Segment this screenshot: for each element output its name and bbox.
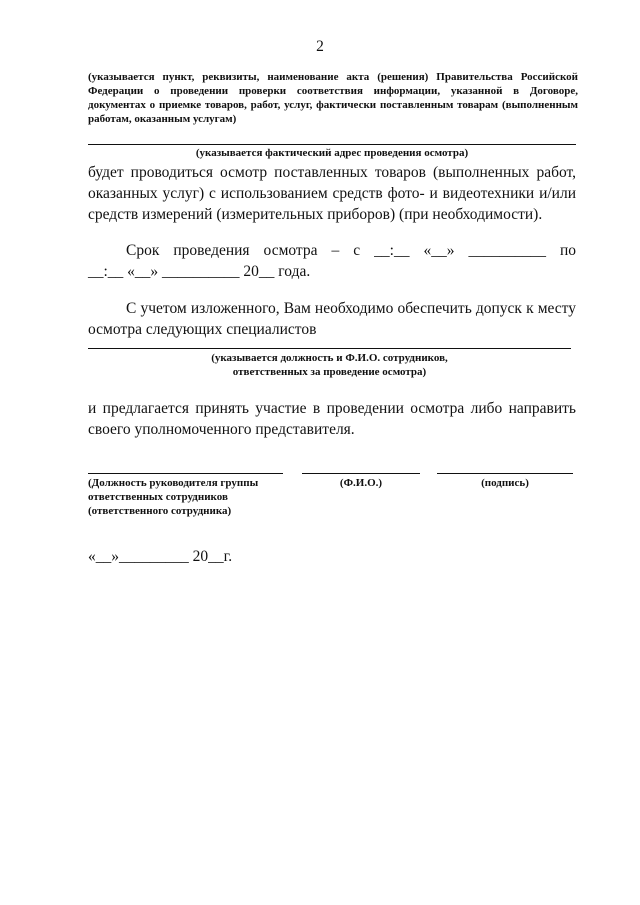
- period-line-2: __:__ «__» __________ 20__ года.: [88, 263, 311, 280]
- date-line: «__»_________ 20__г.: [88, 548, 233, 565]
- access-line-1: С учетом изложенного, Вам необходимо обеспечить допуск к месту: [126, 300, 576, 317]
- fio-underline: [302, 473, 420, 474]
- staff-underline: [88, 348, 571, 349]
- position-label-line-1: (Должность руководителя группы: [88, 477, 259, 489]
- staff-note-line-1: (указывается должность и Ф.И.О. сотрудников,: [211, 352, 448, 364]
- page-number: 2: [316, 38, 324, 55]
- inspection-text-line-1: будет проводиться осмотр поставленных товаров (выполненных работ,: [88, 164, 576, 181]
- position-label-line-2: ответственных сотрудников: [88, 491, 228, 503]
- period-line-1: Срок проведения осмотра – с __:__ «__» __________ по: [126, 242, 576, 259]
- act-note-line-1: (указывается пункт, реквизиты, наименование акта (решения) Правительства Российской: [88, 71, 578, 83]
- act-note-line-4: работам, оказанным услугам): [88, 113, 237, 125]
- signature-underline: [437, 473, 573, 474]
- invite-line-2: своего уполномоченного представителя.: [88, 421, 355, 438]
- staff-note-line-2: ответственных за проведение осмотра): [232, 366, 427, 378]
- inspection-text-line-3: средств измерений (измерительных приборов) (при необходимости).: [88, 206, 543, 223]
- invite-line-1: и предлагается принять участие в проведении осмотра либо направить: [88, 400, 576, 417]
- position-underline: [88, 473, 283, 474]
- access-line-2: осмотра следующих специалистов: [88, 321, 317, 338]
- position-label-line-3: (ответственного сотрудника): [88, 505, 232, 517]
- signature-label: (подпись): [481, 477, 529, 489]
- act-note-line-3: документах о приемке товаров, работ, услуг, фактически поставленным товарам (выполненным: [88, 99, 578, 111]
- inspection-text-line-2: оказанных услуг) с использованием средств фото- и видеотехники и/или: [88, 185, 576, 202]
- address-underline: [88, 144, 576, 145]
- address-note: (указывается фактический адрес проведения осмотра): [195, 147, 469, 159]
- act-note-line-2: Федерации о проведении проверки соответствия информации, указанной в Договоре,: [88, 85, 578, 97]
- fio-label: (Ф.И.О.): [339, 477, 383, 489]
